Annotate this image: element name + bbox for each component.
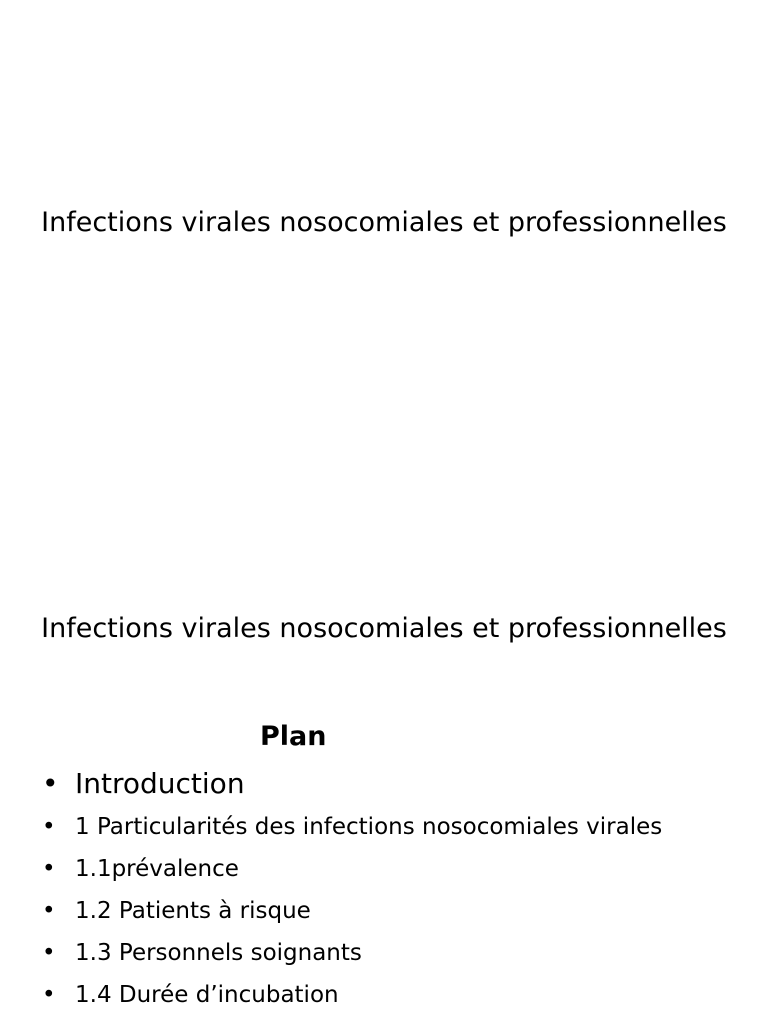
list-item <box>42 892 662 934</box>
list-item-text: 1.1prévalence <box>75 856 239 882</box>
bullet-icon: • <box>42 856 56 882</box>
list-item-text: 1.4 Durée d’incubation <box>75 982 339 1008</box>
plan-bullet-list <box>42 764 662 1018</box>
bullet-icon: • <box>42 814 56 840</box>
list-item <box>42 850 662 892</box>
bullet-icon: • <box>42 767 59 800</box>
bullet-icon: • <box>42 940 56 966</box>
list-item-text: Introduction <box>75 767 245 800</box>
bullet-icon: • <box>42 982 56 1008</box>
list-item-text: 1.3 Personnels soignants <box>75 940 362 966</box>
bullet-icon: • <box>42 898 56 924</box>
list-item-text: 1 Particularités des infections nosocomiales virales <box>75 814 663 840</box>
list-item <box>42 764 662 808</box>
plan-heading: Plan <box>260 721 327 752</box>
slide-2-title: Infections virales nosocomiales et professionnelles <box>41 613 727 644</box>
slide-1-title: Infections virales nosocomiales et professionnelles <box>41 207 727 238</box>
list-item <box>42 808 662 850</box>
list-item-text: 1.2 Patients à risque <box>75 898 311 924</box>
list-item <box>42 934 662 976</box>
list-item <box>42 976 662 1018</box>
